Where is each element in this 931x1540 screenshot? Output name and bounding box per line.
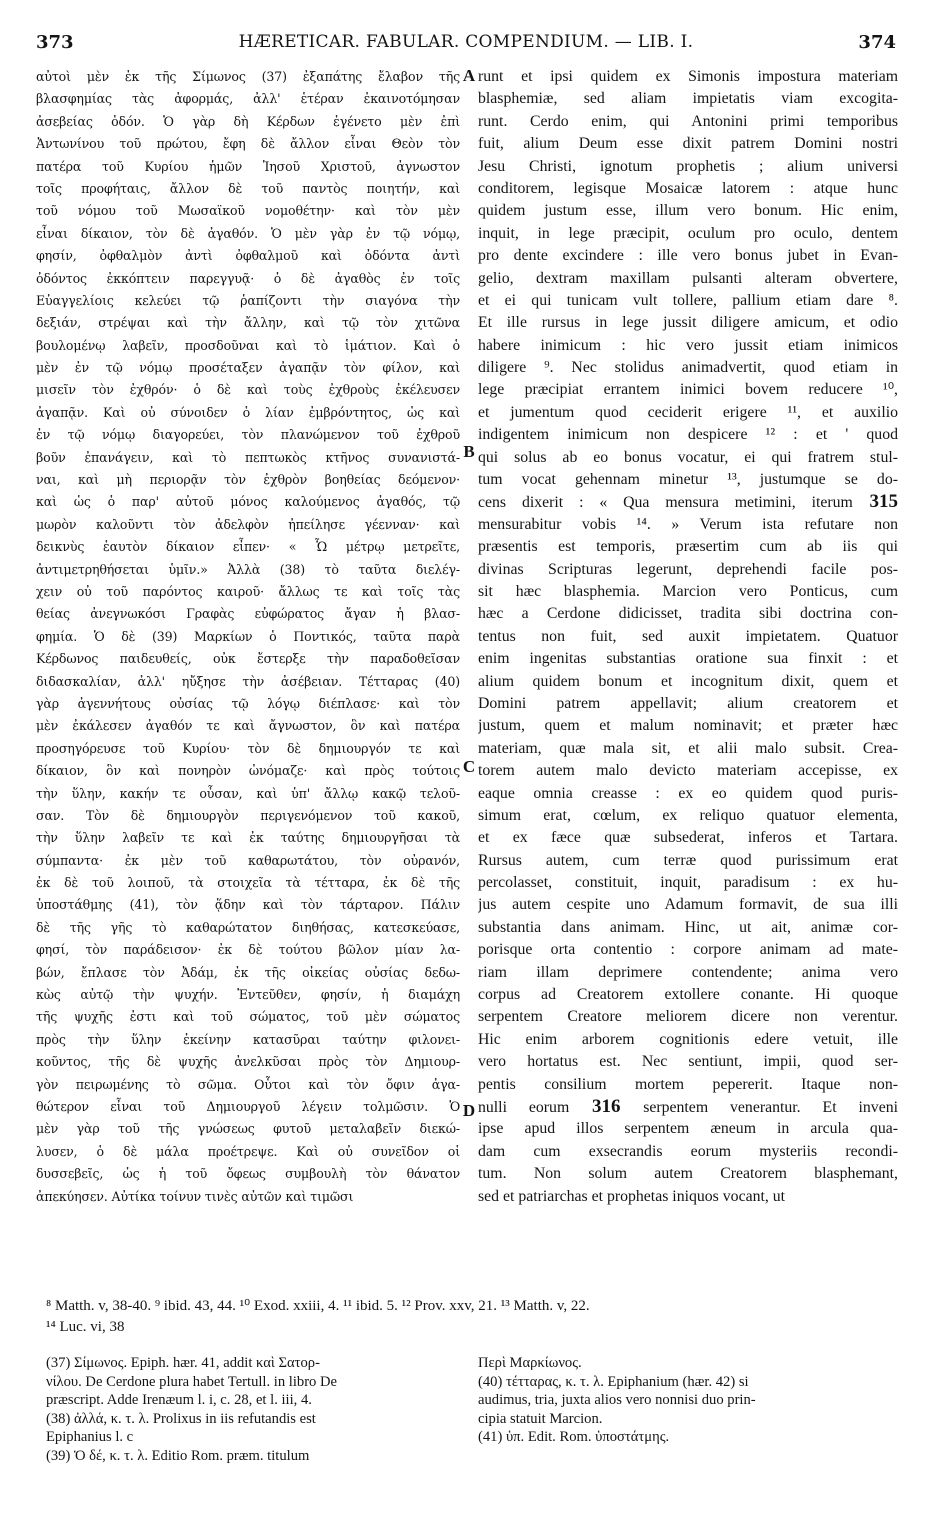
greek-line: δίκαιον, ὃν καὶ πονηρὸν ὠνόμαζε· καὶ πρὸς τούτοις <box>36 763 460 779</box>
greek-line: σύμπαντα· ἐκ μὲν τοῦ καθαρωτάτου, τὸν οὐρανόν, <box>36 852 460 868</box>
scripture-ref-line: ⁸ Matth. v, 38-40. ⁹ ibid. 43, 44. ¹⁰ Exod. xxiii, 4. ¹¹ ibid. 5. ¹² Prov. xxv, 21. ¹³ Matth. v, 22. <box>46 1298 590 1314</box>
note-line: νίλου. De Cerdone plura habet Tertull. in libro De <box>46 1373 338 1390</box>
greek-line: μὲν ἐκάλεσεν ἀγαθόν τε καὶ ἄγνωστον, ὃν καὶ πατέρα <box>36 718 460 734</box>
note-line: (38) ἀλλά, κ. τ. λ. Prolixus in iis refutandis est <box>46 1410 316 1427</box>
latin-line: vero hortatus est. Nec sentiunt, impii, quod ser- <box>478 1053 898 1071</box>
greek-line: ἀπεκύησεν. Αὐτίκα τοίνυν τινὲς αὐτῶν καὶ τιμῶσι <box>36 1188 354 1204</box>
greek-line: φημία. Ὁ δὲ (39) Μαρκίων ὁ Ποντικός, ταῦτα παρὰ <box>36 628 460 644</box>
latin-line: conditorem, legisque Mosaicæ latorem : atque hunc <box>478 179 898 197</box>
greek-line: διδασκαλίαν, ἀλλ' ηὔξησε τὴν ἀσέβειαν. Τέτταρας (40) <box>36 673 460 689</box>
latin-line: torem autem malo devicto materiam accepisse, ex <box>478 762 898 780</box>
latin-line-continuation: serpentem venerantur. Et inveni <box>643 1098 898 1116</box>
latin-line: substantia dans animam. Hinc, ut ait, animæ cor- <box>478 918 898 936</box>
greek-line: πατέρα τοῦ Κυρίου ἡμῶν Ἰησοῦ Χριστοῦ, ἀγνωστον <box>36 158 460 174</box>
latin-line: tum. Non solum autem Creatorem blasphemant, <box>478 1165 898 1183</box>
latin-line: ipse apud illos serpentem æneum in arcula qua- <box>478 1120 898 1138</box>
greek-line: βουλομένῳ λαβεῖν, προσδοῦναι καὶ τὸ ἱμάτιον. Καὶ ὁ <box>36 337 460 353</box>
latin-line: mensurabitur vobis ¹⁴. » Verum ista refutare non <box>478 515 898 533</box>
latin-line: indigentem inimicum non despicere ¹² : et ' quod <box>478 426 898 444</box>
greek-line: ἀγαπᾷν. Καὶ οὐ σύνοιδεν ὁ λίαν ἐμβρόντητος, ὡς καὶ <box>36 404 460 420</box>
margin-mark-d: D <box>462 1101 476 1120</box>
latin-line: sed et patriarchas et prophetas iniquos vocant, ut <box>478 1187 786 1205</box>
greek-line: ἐκ δὲ τοῦ λοιποῦ, τὰ στοιχεῖα τὰ τέτταρα, ἐκ δὲ τῆς <box>36 875 460 891</box>
scripture-references <box>46 1296 896 1338</box>
column-number-315: 315 <box>852 491 898 513</box>
latin-line: fuit, alium Deum esse dixit patrem Domini nostri <box>478 135 898 153</box>
latin-line: qui solus ab eo bonus vocatur, ei qui fratrem stul- <box>478 448 898 466</box>
greek-line: κοῦντος, τῆς δὲ ψυχῆς ἀνελκῦσαι πρὸς τὸν Δημιουρ- <box>36 1054 460 1070</box>
latin-line: tum vocat gehennam minetur ¹³, justumque se do- <box>478 471 898 489</box>
latin-line: et jumentum quod ceciderit erigere ¹¹, et auxilio <box>478 403 898 421</box>
scripture-ref-line: ¹⁴ Luc. vi, 38 <box>46 1319 125 1335</box>
greek-line: Ἀντωνίνου τοῦ πρώτου, ἔφη δὲ ἄλλον εἶναι Θεὸν τὸν <box>36 136 460 152</box>
latin-line: sit hæc blasphemia. Marcion vero Ponticus, cum <box>478 582 898 600</box>
latin-line: justum, quem et malum nominavit; et præter hæc <box>478 717 898 735</box>
note-line: (37) Σίμωνος. Epiph. hær. 41, addit καὶ Σατορ- <box>46 1355 320 1371</box>
latin-line: hæc a Cerdone didicisset, tradita sibi doctrina con- <box>478 605 898 623</box>
editor-notes-right <box>478 1354 898 1447</box>
note-line: Περὶ Μαρκίωνος. <box>478 1355 582 1371</box>
greek-line: φησίν, ὀφθαλμὸν ἀντὶ ὀφθαλμοῦ καὶ ὀδόντα ἀντὶ <box>36 248 460 264</box>
latin-line: alium quidem bonum et incognitum dixit, quem et <box>478 672 898 690</box>
latin-line: diligere ⁹. Nec stolidus animadvertit, quod etiam in <box>478 359 898 377</box>
greek-line: χειν οὐ τοῦ παρόντος καιροῦ· ἄλλως τε καὶ τοῖς τὰς <box>36 583 460 599</box>
latin-line: habere inimicum : hic vero jussit etiam inimicos <box>478 336 898 354</box>
latin-line: Jesu Christi, ignotum prophetis ; alium universi <box>478 157 898 175</box>
latin-line: cens dixerit : « Qua mensura metimini, iterum 315 <box>478 491 898 513</box>
greek-line: τοῖς προφήταις, ἄλλον δὲ τοῦ παντὸς ποιητήν, καὶ <box>36 180 460 196</box>
editor-notes-left <box>46 1354 446 1466</box>
note-line: Epiphanius l. c <box>46 1429 134 1446</box>
greek-line: Κέρδωνος παιδευθείς, οὐκ ἔστερξε τὴν παραδοθεῖσαν <box>36 651 460 667</box>
greek-line: δυσσεβεῖς, ὡς ἡ τοῦ ὄφεως συμβουλὴ τὸν θάνατον <box>36 1166 460 1182</box>
note-line: (40) τέτταρας, κ. τ. λ. Epiphanium (hær. 42) si <box>478 1373 749 1390</box>
latin-line: serpentem Creatore meliorem dicere non verentur. <box>478 1008 898 1026</box>
latin-line: tentus non fuit, sed auxit impietatem. Quatuor <box>478 627 898 645</box>
greek-line: βοῦν ἐπανάγειν, καὶ τὸ πεπτωκὸς κτῆνος συνανιστά- <box>36 449 460 465</box>
latin-line: blasphemiæ, sed aliam impietatis viam excogita- <box>478 90 898 108</box>
greek-line: σαν. Τὸν δὲ δημιουργὸν περιγενόμενον τοῦ κακοῦ, <box>36 807 460 823</box>
page-number-right: 374 <box>858 32 896 53</box>
greek-line: ναι, καὶ μὴ περιορᾷν τὸν ἐχθρὸν βοηθείας δεόμενον· <box>36 472 460 488</box>
greek-line: καὶ ὡς ὁ παρ' αὐτοῦ μόνος καλούμενος ἀγαθός, τῷ <box>36 494 460 510</box>
greek-line: δεικνὺς ἑαυτὸν δίκαιον εἶπεν· « Ὧ μέτρῳ μετρεῖτε, <box>36 539 460 555</box>
latin-line: pentis consilium mortem pepererit. Itaque non- <box>478 1075 898 1093</box>
greek-column <box>36 66 460 1208</box>
greek-line: θείας ἀνεγνωκόσι Γραφὰς εὐφώρατος ἄγαν ἡ βλασ- <box>36 606 460 622</box>
greek-line: γὸν πειρωμένης τὸ σῶμα. Οὗτοι καὶ τὸν ὄφιν ἀγα- <box>36 1076 460 1092</box>
greek-line: δὲ τῆς γῆς τὸ καθαρώτατον διηθήσας, κατεσκεύασε, <box>36 919 460 935</box>
greek-line: πρὸς τὴν ὕλην ἐκείνην κατασῦραι ταύτην φιλονει- <box>36 1031 460 1047</box>
latin-line: eaque omnia creasse : ex eo quidem quod puris- <box>478 784 898 802</box>
latin-line: percolasset, constituit, inquit, paradisum : ex hu- <box>478 874 898 892</box>
greek-line: φησί, τὸν παράδεισον· ἐκ δὲ τούτου βῶλον μίαν λα- <box>36 942 460 958</box>
greek-line: μισεῖν τὸν ἐχθρόν· ὁ δὲ καὶ τοὺς ἐχθροὺς ἐκέλευσεν <box>36 382 460 398</box>
latin-column <box>478 66 898 1208</box>
latin-line: et ei qui tunicam vult tollere, pallium etiam dare ⁸. <box>478 291 898 309</box>
latin-line: dam cum exsecrandis eorum mysteriis recondi- <box>478 1142 898 1160</box>
latin-line: materiam, quæ mala sit, et alii malo subsit. Crea- <box>478 739 898 757</box>
greek-line: δεξιάν, στρέψαι καὶ τὴν ἄλλην, καὶ τῷ τὸν χιτῶνα <box>36 315 460 331</box>
greek-line: ἐν τῷ νόμῳ διαγορεύει, τὸν πλανώμενον τοῦ ἐχθροῦ <box>36 427 460 443</box>
latin-line: jus autem cespite uno Adamum formavit, de sua illi <box>478 896 898 914</box>
greek-line: ὀδόντος ἐκκόπτειν παρεγγυᾷ· ὁ δὲ ἀγαθὸς ἐν τοῖς <box>36 270 460 286</box>
page-number-left: 373 <box>36 32 74 53</box>
latin-line: divinas Scripturas legerunt, deprehendi facile pos- <box>478 560 898 578</box>
greek-line: αὐτοὶ μὲν ἐκ τῆς Σίμωνος (37) ἐξαπάτης ἔλαβον τῆς <box>36 69 460 84</box>
greek-line: ἀντιμετρηθήσεται ὑμῖν.» Ἀλλὰ (38) τὸ ταῦτα διελέγ- <box>36 561 460 577</box>
greek-line: βών, ἔπλασε τὸν Ἀδάμ, ἐκ τῆς οἰκείας οὐσίας δεδω- <box>36 964 460 980</box>
greek-line: λυσεν, ὁ δὲ μάλα προέτρεψε. Καὶ οὐ συνεῖδον οἱ <box>36 1143 460 1159</box>
latin-line: pro dente excindere : ille vero bonus jubet in Evan- <box>478 247 898 265</box>
latin-line: et ex fæce quæ subsederat, inferos et Tartara. <box>478 829 898 847</box>
latin-line: præsentis est temporis, præsertim cum ab iis qui <box>478 538 898 556</box>
greek-line: Εὐαγγελίοις κελεύει τῷ ῥαπίζοντι τὴν σιαγόνα τὴν <box>36 292 460 308</box>
greek-line: προσηγόρευσε τοῦ Κυρίου· τὸν δὲ δημιουργόν τε καὶ <box>36 740 460 756</box>
greek-line: γὰρ ἀγεννήτους οὐσίας τῷ λόγῳ διέπλασε· καὶ τὸν <box>36 695 460 711</box>
latin-line: porisque orta contentio : corpore animam ad mate- <box>478 941 898 959</box>
greek-line: θώτερον εἶναι τοῦ Δημιουργοῦ λέγειν τολμῶσιν. Ὁ <box>36 1098 460 1114</box>
greek-line: βλασφημίας τὰς ἀφορμάς, ἀλλ' ἑτέραν ἐκαινοτόμησαν <box>36 91 460 107</box>
margin-mark-a: A <box>462 66 476 85</box>
note-line: cipia statuit Marcion. <box>478 1410 603 1427</box>
greek-line: ἀσεβείας ὁδόν. Ὁ γὰρ δὴ Κέρδων ἐγένετο μὲν ἐπὶ <box>36 113 460 129</box>
greek-line: μὲν ἐν τῷ νόμῳ προσέταξεν ἀγαπᾷν τὸν φίλον, καὶ <box>36 360 460 376</box>
latin-line: enim ingenitas substantias oratione sua finxit : et <box>478 650 898 668</box>
latin-line: gelio, dextram maxillam pulsanti alteram obvertere, <box>478 269 898 287</box>
margin-mark-b: B <box>463 442 475 461</box>
latin-line: quidem justum esse, illum vero bonum. Hic enim, <box>478 202 898 220</box>
greek-line: ὑποστάθμης (41), τὸν ᾅδην καὶ τὸν τάρταρον. Πάλιν <box>36 897 460 913</box>
latin-line: corpus ad Creatorem extollere conante. Hi quoque <box>478 986 898 1004</box>
greek-line: τοῦ νόμου τοῦ Μωσαϊκοῦ νομοθέτην· καὶ τὸν μὲν <box>36 203 460 219</box>
running-title: HÆRETICAR. FABULAR. COMPENDIUM. — LIB. I. <box>238 32 694 52</box>
note-line: audimus, tria, juxta alios vero nonnisi duo prin- <box>478 1392 756 1409</box>
page-header <box>36 32 896 58</box>
latin-line: Rursus autem, cum terræ quod purissimum erat <box>478 851 898 869</box>
latin-line: Domini patrem appellavit; alium creatorem et <box>478 694 898 712</box>
latin-line: riam illam deprimere contendente; anima vero <box>478 963 898 981</box>
note-line: (39) Ὁ δέ, κ. τ. λ. Editio Rom. præm. titulum <box>46 1447 310 1464</box>
latin-line: nulli eorum 316 serpentem venerantur. Et inveni <box>478 1095 898 1117</box>
column-number-316: 316 <box>569 1095 644 1117</box>
greek-line: εἶναι δίκαιον, τὸν δὲ ἀγαθόν. Ὁ μὲν γὰρ ἐν τῷ νόμῳ, <box>36 225 460 241</box>
greek-line: μωρὸν καλοῦντι τὸν ἀδελφὸν ἠπείλησε γέενναν· καὶ <box>36 516 460 532</box>
greek-line: μὲν γὰρ τοῦ τῆς γνώσεως φυτοῦ μεταλαβεῖν διεκώ- <box>36 1121 460 1137</box>
latin-line: lege præcipiat errantem inimici bovem reducere ¹⁰, <box>478 381 898 399</box>
greek-line: τὴν ὕλην λαβεῖν τε καὶ ἐκ ταύτης δημιουργῆσαι τὰ <box>36 830 460 846</box>
greek-line: κὼς αὐτῷ τὴν ψυχήν. Ἐντεῦθεν, φησίν, ἡ διαμάχη <box>36 987 460 1003</box>
latin-line: runt. Cerdo enim, qui Antonini primi temporibus <box>478 112 898 130</box>
note-line: præscript. Adde Irenæum l. i, c. 28, et l. iii, 4. <box>46 1392 312 1409</box>
margin-mark-c: C <box>462 757 476 776</box>
latin-line: Hic enim arborem cognitionis edere vetuit, ille <box>478 1030 898 1048</box>
latin-line: runt et ipsi quidem ex Simonis impostura materiam <box>478 68 898 85</box>
note-line: (41) ὑπ. Edit. Rom. ὑποστάτμης. <box>478 1429 670 1446</box>
greek-line: τῆς ψυχῆς ἐστι καὶ τοῦ σώματος, τοῦ μὲν σώματος <box>36 1009 460 1025</box>
latin-line: Et ille rursus in lege jussit diligere amicum, et odio <box>478 314 898 332</box>
latin-line: inquit, in lege præcipit, oculum pro oculo, dentem <box>478 224 898 242</box>
greek-line: τὴν ὕλην, κακήν τε οὖσαν, καὶ ὑπ' ἄλλῳ κακῷ τελοῦ- <box>36 785 460 801</box>
latin-line: simum erat, cœlum, ex reliquo quatuor elementa, <box>478 806 898 824</box>
